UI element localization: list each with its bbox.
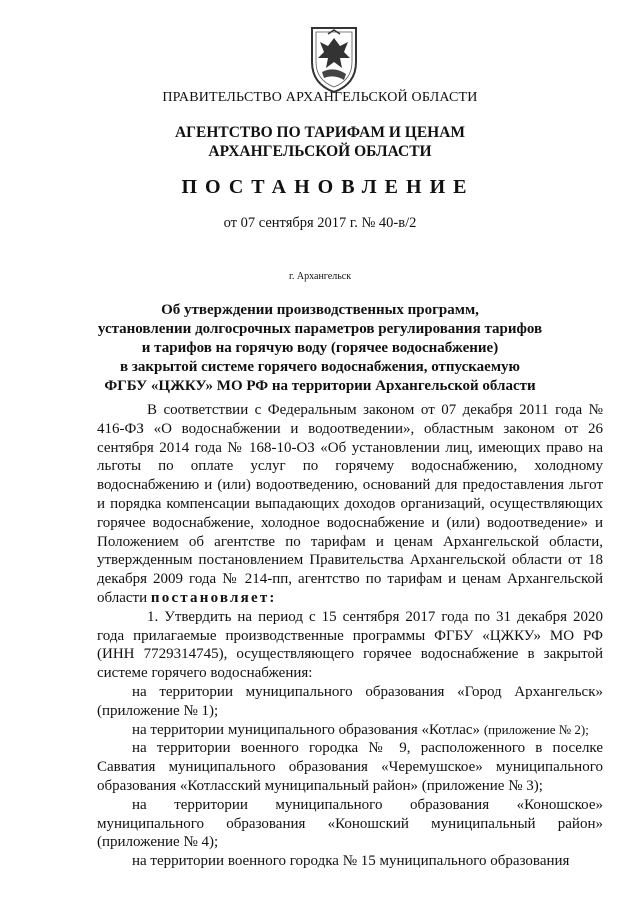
territory-4: на территории муниципального образования «Коношское» муниципального образования «Коношский муниципальный район» (приложение № 4);: [97, 796, 603, 851]
coat-of-arms-icon: [298, 22, 370, 94]
document-type: ПОСТАНОВЛЕНИЕ: [181, 176, 475, 198]
territory-2-appendix: (приложение № 2);: [483, 721, 589, 737]
subject-line2: установлении долгосрочных параметров регулирования тарифов: [97, 321, 543, 337]
subject-line4: в закрытой системе горячего водоснабжения, отпускаемую: [119, 359, 521, 375]
date-and-number: от 07 сентября 2017 г. № 40-в/2: [223, 215, 417, 231]
territory-2-text: на территории муниципального образования «Котлас»: [132, 721, 481, 738]
territory-5: на территории военного городка № 15 муниципального образования: [132, 853, 570, 870]
agency-name-line2: АРХАНГЕЛЬСКОЙ ОБЛАСТИ: [208, 143, 432, 160]
territory-3: на территории военного городка № 9, расположенного в поселке Савватия муниципального образования «Черемушское» муниципального образования «Котласский муниципальный район» (приложение № 3);: [97, 740, 603, 794]
territory-1: на территории муниципального образования «Город Архангельск» (приложение № 1);: [97, 683, 603, 719]
agency-name-line1: АГЕНТСТВО ПО ТАРИФАМ И ЦЕНАМ: [174, 124, 466, 141]
government-name: ПРАВИТЕЛЬСТВО АРХАНГЕЛЬСКОЙ ОБЛАСТИ: [162, 90, 478, 105]
preamble-text: В соответствии с Федеральным законом от 07 декабря 2011 года № 416-ФЗ «О водоснабжении и водоотведении», областным законом от 26 сентября 2014 года № 168-10-ОЗ «Об установлении лиц, имеющих право на льготы по оплате услуг по горячему водоснабжению, холодному водоснабжению и (или) водоотведению, оснований для предоставления льгот и порядка компенсации выпадающих доходов организаций, осуществляющих горячее водоснабжение, холодное водоснабжение и (или) водоотведение» и Положением об агентстве по тарифам и ценам Архангельской области, утвержденным постановлением Правительства Архангельской области от 18 декабря 2009 года № 214-пп, агентство по тарифам и ценам Архангельской области: [97, 402, 603, 606]
subject-line5: ФГБУ «ЦЖКУ» МО РФ на территории Архангельской области: [104, 378, 536, 394]
city: г. Архангельск: [288, 271, 352, 282]
agency-name: [0, 123, 640, 161]
subject-line1: Об утверждении производственных программ,: [161, 302, 479, 318]
subject-line3: и тарифов на горячую воду (горячее водоснабжение): [141, 340, 499, 356]
territory-2: [97, 721, 603, 740]
preamble-paragraph: [97, 401, 603, 608]
document-body: [97, 401, 603, 871]
resolves-word: постановляет:: [150, 589, 277, 606]
item-1: 1. Утвердить на период с 15 сентября 2017 года по 31 декабря 2020 года прилагаемые производственные программы ФГБУ «ЦЖКУ» МО РФ (ИНН 7729314745), осуществляющего горячее водоснабжение в закрытой системе горячего водоснабжения:: [97, 608, 603, 682]
document-subject: [0, 301, 640, 396]
